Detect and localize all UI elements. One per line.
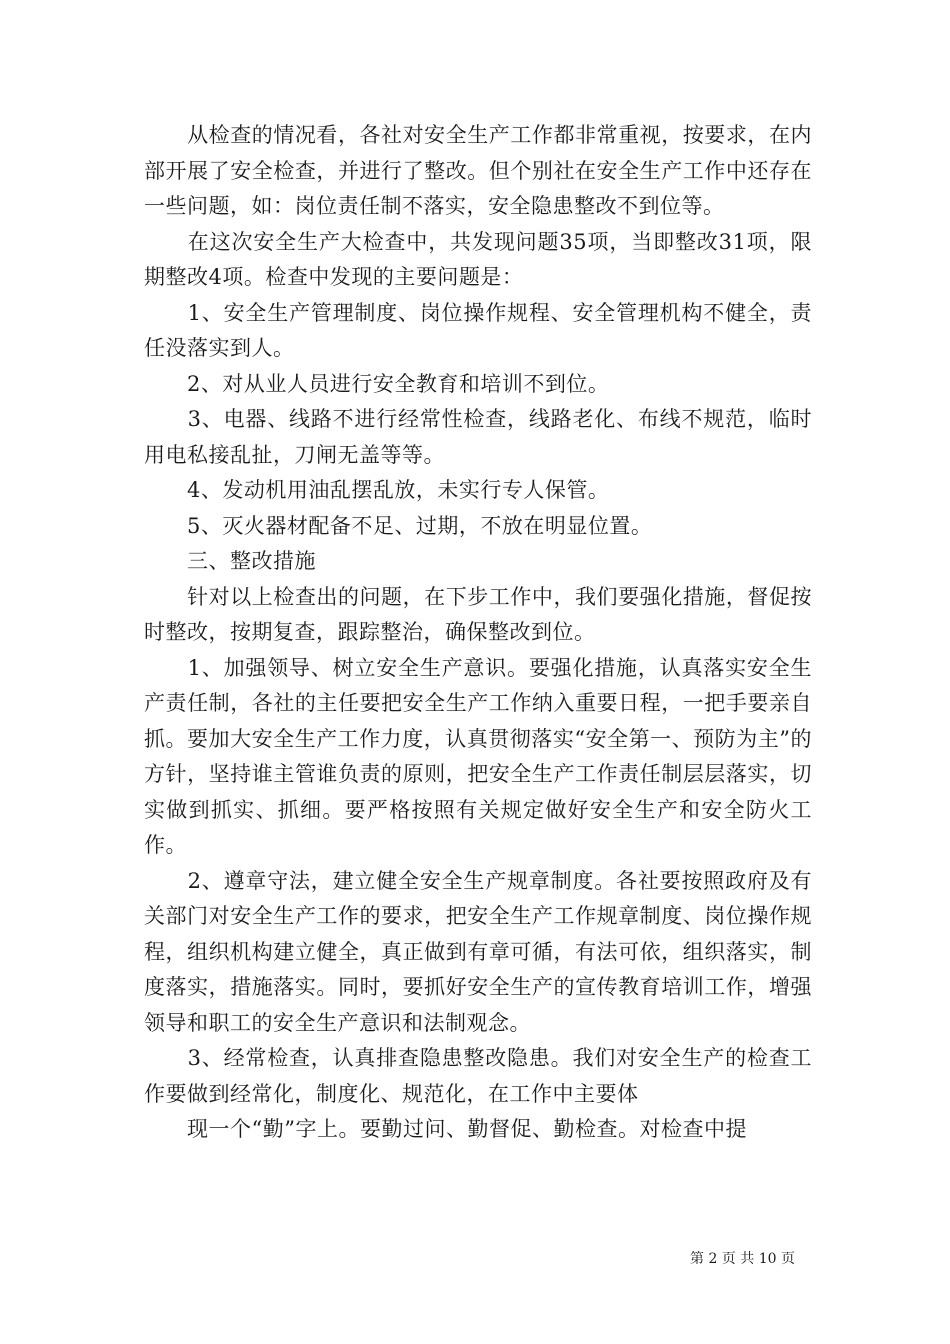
paragraph: 从检查的情况看，各社对安全生产工作都非常重视，按要求，在内部开展了安全检查，并进行了整改。但个别社在安全生产工作中还存在一些问题，如：岗位责任制不落实，安全隐患整改不到位等。 — [144, 123, 812, 218]
paragraph: 在这次安全生产大检查中，共发现问题35项，当即整改31项，限期整改4项。检查中发现的主要问题是： — [144, 229, 812, 289]
paragraph: 3、经常检查，认真排查隐患整改隐患。我们对安全生产的检查工作要做到经常化，制度化、规范化，在工作中主要体 — [144, 1046, 812, 1106]
paragraph: 3、电器、线路不进行经常性检查，线路老化、布线不规范，临时用电私接乱扯，刀闸无盖等等。 — [144, 407, 812, 467]
paragraph: 2、对从业人员进行安全教育和培训不到位。 — [144, 371, 610, 396]
paragraph: 1、安全生产管理制度、岗位操作规程、安全管理机构不健全，责任没落实到人。 — [144, 300, 812, 360]
paragraph: 5、灭火器材配备不足、过期，不放在明显位置。 — [144, 513, 653, 538]
paragraph: 4、发动机用油乱摆乱放，未实行专人保管。 — [144, 478, 610, 502]
paragraph: 针对以上检查出的问题，在下步工作中，我们要强化措施，督促按时整改，按期复查，跟踪整治，确保整改到位。 — [144, 584, 812, 644]
paragraph: 2、遵章守法，建立健全安全生产规章制度。各社要按照政府及有关部门对安全生产工作的要求，把安全生产工作规章制度、岗位操作规程，组织机构建立健全，真正做到有章可循，有法可依，组织落实，制度落实，措施落实。同时，要抓好安全生产的宣传教育培训工作，增强领导和职工的安全生产意识和法制观念。 — [144, 868, 812, 1035]
document-body — [144, 118, 812, 1148]
page-number: 第 2 页 共 10 页 — [690, 1251, 795, 1267]
paragraph: 现一个“勤”字上。要勤过问、勤督促、勤检查。对检查中提 — [144, 1117, 747, 1141]
paragraph: 1、加强领导、树立安全生产意识。要强化措施，认真落实安全生产责任制，各社的主任要把安全生产工作纳入重要日程，一把手要亲自抓。要加大安全生产工作力度，认真贯彻落实“安全第一、预防为主”的方针，坚持谁主管谁负责的原则，把安全生产工作责任制层层落实，切实做到抓实、抓细。要严格按照有关规定做好安全生产和安全防火工作。 — [144, 655, 812, 857]
section-heading: 三、整改措施 — [144, 549, 316, 573]
